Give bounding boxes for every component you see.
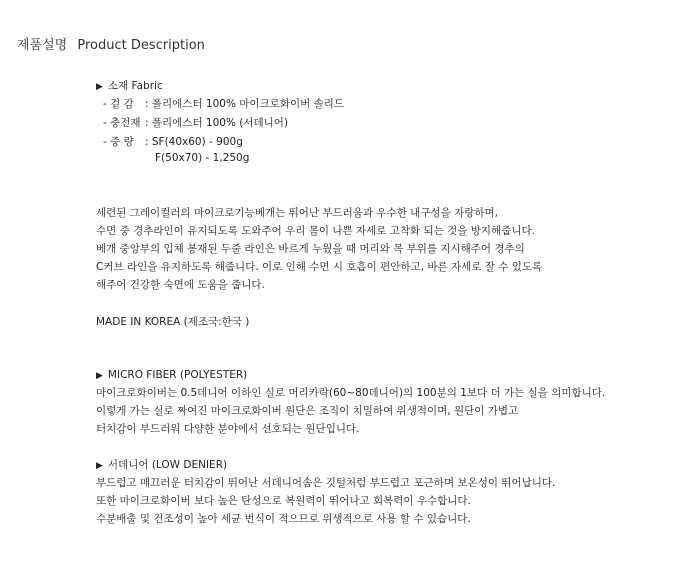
spec-row-filling bbox=[103, 115, 288, 130]
fabric-heading bbox=[96, 77, 163, 95]
fabric-heading-label: 소재 Fabric bbox=[107, 80, 163, 92]
spec-label: - 충전재 bbox=[103, 117, 141, 129]
low-denier-heading-label: 서데니어 (LOW DENIER) bbox=[107, 459, 228, 471]
spec-label: - 겉 감 bbox=[103, 98, 134, 110]
description-line: 해주어 건강한 숙면에 도움을 줍니다. bbox=[96, 279, 265, 291]
micro-fiber-line: 이렇게 가는 실로 짜여진 마이크로화이버 원단은 조직이 치밀하여 위생적이며, 원단이 가볍고 bbox=[96, 405, 519, 417]
low-denier-heading bbox=[96, 456, 555, 474]
title-korean: 제품설명 bbox=[17, 38, 68, 53]
micro-fiber-heading-label: MICRO FIBER (POLYESTER) bbox=[107, 369, 248, 381]
description-line: 수면 중 경추라인이 유지되도록 도와주어 우리 몸이 나쁜 자세로 고착화 되는 것을 방지해줍니다. bbox=[96, 225, 535, 237]
description-line: 베개 중앙부의 입체 봉재된 두줄 라인은 바르게 누웠을 때 머리와 목 부위를 지시해주어 경추의 bbox=[96, 243, 525, 255]
micro-fiber-section bbox=[96, 366, 605, 438]
low-denier-line: 수분배출 및 건조성이 높아 세균 번식이 적으므로 위생적으로 사용 할 수 있습니다. bbox=[96, 513, 471, 525]
fabric-section bbox=[96, 77, 163, 95]
spec-value: F(50x70) - 1,250g bbox=[155, 152, 250, 164]
description-line: C커브 라인을 유지하도록 해줍니다. 이로 인해 수면 시 호흡이 편안하고, 바른 자세로 잘 수 있도록 bbox=[96, 261, 543, 273]
triangle-bullet-icon: ▶ bbox=[96, 82, 103, 92]
low-denier-line: 부드럽고 매끄러운 터치감이 뛰어난 서데니어솜은 깃털처럼 부드럽고 포근하며 보온성이 뛰어납니다. bbox=[96, 477, 556, 489]
spec-value: : 폴리에스터 100% 마이크로화이버 솔리드 bbox=[145, 98, 345, 110]
spec-row-weight-extra bbox=[155, 152, 249, 164]
micro-fiber-heading bbox=[96, 366, 605, 384]
title-english: Product Description bbox=[77, 38, 205, 53]
micro-fiber-line: 마이크로화이버는 0.5데니어 이하인 실로 머리카락(60~80데니어)의 100분의 1보다 더 가는 실을 의미합니다. bbox=[96, 387, 606, 399]
triangle-bullet-icon: ▶ bbox=[96, 371, 103, 381]
spec-row-weight bbox=[103, 134, 243, 149]
low-denier-line: 또한 마이크로화이버 보다 높은 탄성으로 복원력이 뛰어나고 회복력이 우수합니다. bbox=[96, 495, 471, 507]
description-paragraph bbox=[96, 204, 542, 294]
page-title bbox=[17, 34, 205, 53]
low-denier-section bbox=[96, 456, 555, 528]
spec-value: : SF(40x60) - 900g bbox=[145, 136, 243, 148]
triangle-bullet-icon: ▶ bbox=[96, 461, 103, 471]
micro-fiber-line: 터치감이 부드러워 다양한 분야에서 선호되는 원단입니다. bbox=[96, 423, 360, 435]
origin-text: MADE IN KOREA (제조국:한국 ) bbox=[96, 316, 250, 328]
spec-row-outer bbox=[103, 96, 344, 111]
spec-label: - 중 량 bbox=[103, 136, 134, 148]
spec-value: : 폴리에스터 100% (서데니어) bbox=[145, 117, 289, 129]
origin-line bbox=[96, 313, 249, 331]
description-line: 세련된 그레이컬러의 마이크로기능베개는 뛰어난 부드러움과 우수한 내구성을 자랑하며, bbox=[96, 207, 498, 219]
